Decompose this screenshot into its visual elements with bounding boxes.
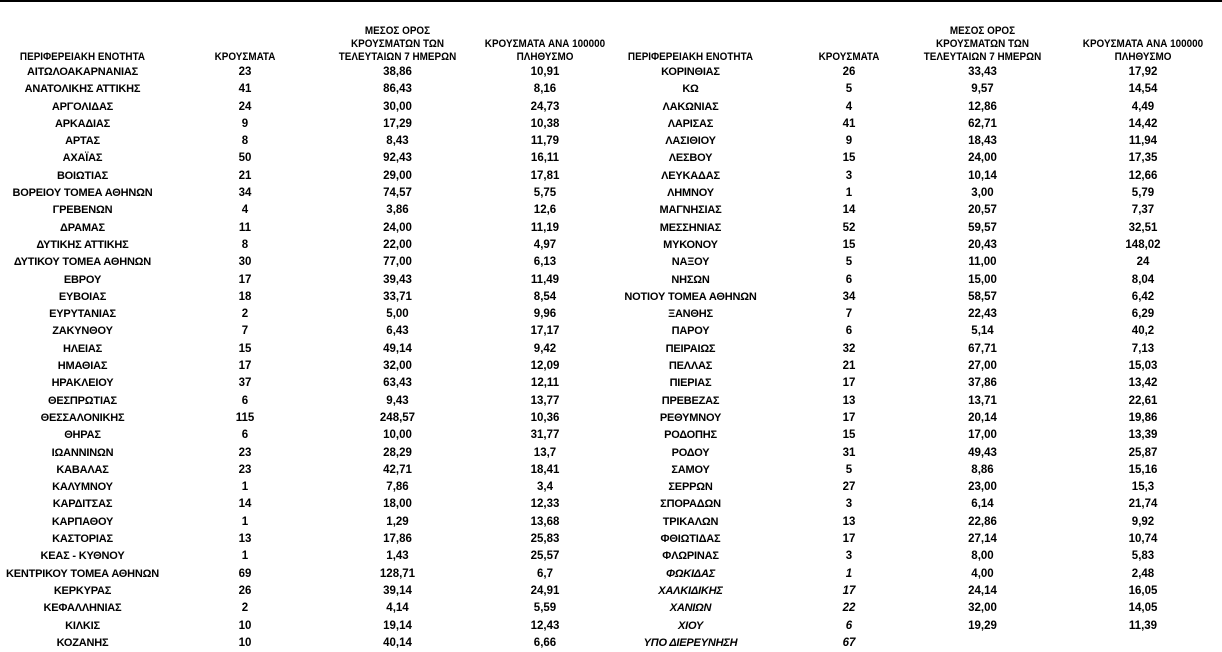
avg7-cell: 18,43: [968, 135, 997, 148]
cases-cell: 34: [238, 187, 252, 200]
cases-cell: 14: [238, 498, 252, 511]
per100k-cell: 15,3: [1131, 481, 1155, 494]
per100k-cell: 7,13: [1131, 342, 1155, 355]
cases-cell: 4: [845, 100, 853, 113]
avg7-cell: 29,00: [383, 169, 412, 182]
cases-cell: 18: [238, 290, 252, 303]
avg7-cell: 67,71: [968, 342, 997, 355]
region-cell: ΕΒΡΟΥ: [63, 273, 102, 286]
per100k-cell: 11,94: [1128, 135, 1158, 148]
avg7-cell: 49,43: [968, 446, 997, 459]
cases-cell: 26: [238, 584, 252, 597]
per100k-cell: 24: [1136, 256, 1150, 269]
per100k-cell: 25,87: [1128, 446, 1158, 459]
avg7-cell: 17,00: [968, 429, 997, 442]
avg7-cell: 248,57: [379, 411, 416, 424]
region-cell: ΛΑΚΩΝΙΑΣ: [662, 100, 719, 113]
per100k-cell: 14,42: [1128, 117, 1158, 130]
region-cell: ΧΙΟΥ: [677, 619, 704, 632]
cases-cell: 67: [842, 636, 856, 649]
cases-cell: 17: [238, 360, 252, 373]
region-cell: ΡΟΔΟΠΗΣ: [664, 429, 717, 442]
avg7-cell: 13,71: [968, 394, 997, 407]
cases-cell: 9: [845, 135, 853, 148]
cases-cell: 5: [845, 83, 853, 96]
region-cell: ΓΡΕΒΕΝΩΝ: [52, 204, 113, 217]
avg7-cell: 11,00: [968, 256, 997, 269]
avg7-cell: 28,29: [383, 446, 412, 459]
region-cell: ΚΟΖΑΝΗΣ: [56, 636, 109, 649]
per100k-cell: 17,92: [1128, 66, 1158, 78]
region-cell: ΗΜΑΘΙΑΣ: [57, 360, 108, 373]
region-cell: ΜΑΓΝΗΣΙΑΣ: [659, 204, 722, 217]
region-cell: ΖΑΚΥΝΘΟΥ: [52, 325, 113, 338]
cases-cell: 17: [238, 273, 252, 286]
region-cell: ΡΟΔΟΥ: [671, 446, 710, 459]
cases-cell: 21: [238, 169, 252, 182]
per100k-cell: [1063, 635, 1222, 652]
per100k-cell: 17,17: [530, 325, 560, 338]
per100k-cell: 6,13: [533, 256, 557, 269]
region-cell: ΒΟΙΩΤΙΑΣ: [56, 169, 109, 182]
region-cell: ΑΡΤΑΣ: [65, 135, 100, 148]
per100k-cell: 13,39: [1128, 429, 1158, 442]
per100k-cell: 10,36: [530, 411, 560, 424]
per100k-cell: 25,57: [530, 550, 560, 563]
region-cell: ΑΝΑΤΟΛΙΚΗΣ ΑΤΤΙΚΗΣ: [24, 83, 141, 96]
region-cell: ΑΙΤΩΛΟΑΚΑΡΝΑΝΙΑΣ: [26, 66, 139, 78]
region-cell: ΦΘΙΩΤΙΔΑΣ: [660, 533, 721, 546]
region-cell: ΚΑΒΑΛΑΣ: [56, 463, 109, 476]
cases-cell: 6: [241, 429, 249, 442]
avg7-cell: 1,29: [386, 515, 409, 528]
per100k-cell: 5,79: [1131, 187, 1155, 200]
avg7-cell: 30,00: [383, 100, 412, 113]
avg7-cell: 32,00: [383, 360, 412, 373]
region-cell: ΗΡΑΚΛΕΙΟΥ: [51, 377, 114, 390]
region-cell: ΠΕΛΛΑΣ: [668, 360, 713, 373]
cases-cell: 6: [845, 273, 853, 286]
cases-cell: 17: [842, 377, 856, 390]
cases-cell: 17: [842, 584, 856, 597]
avg7-cell: 24,00: [383, 221, 412, 234]
cases-cell: 4: [241, 204, 249, 217]
region-cell: ΠΕΙΡΑΙΩΣ: [665, 342, 716, 355]
region-cell: ΝΗΣΩΝ: [671, 273, 710, 286]
avg7-cell: 58,57: [968, 290, 997, 303]
cases-cell: 41: [238, 83, 252, 96]
region-cell: ΚΑΣΤΟΡΙΑΣ: [52, 533, 113, 546]
region-cell: ΚΑΡΠΑΘΟΥ: [51, 515, 114, 528]
avg7-cell: 32,00: [968, 602, 997, 615]
avg7-cell: 10,00: [383, 429, 412, 442]
region-cell: ΣΑΜΟΥ: [671, 463, 710, 476]
cases-cell: 11: [238, 221, 252, 234]
per100k-cell: 15,03: [1128, 360, 1158, 373]
avg7-cell: 63,43: [383, 377, 412, 390]
region-cell: ΚΕΝΤΡΙΚΟΥ ΤΟΜΕΑ ΑΘΗΝΩΝ: [5, 567, 160, 580]
cases-cell: 10: [238, 619, 252, 632]
avg7-cell: 8,43: [386, 135, 409, 148]
region-cell: ΥΠΟ ΔΙΕΡΕΥΝΗΣΗ: [643, 636, 738, 649]
cases-cell: 24: [238, 100, 252, 113]
cases-cell: 8: [241, 238, 249, 251]
avg7-cell: 18,00: [383, 498, 412, 511]
header-cases: ΚΡΟΥΣΜΑΤΑ: [818, 51, 880, 63]
region-cell: ΝΟΤΙΟΥ ΤΟΜΕΑ ΑΘΗΝΩΝ: [624, 290, 757, 303]
avg7-cell: 22,00: [383, 238, 412, 251]
region-cell: ΜΕΣΣΗΝΙΑΣ: [659, 221, 722, 234]
avg7-cell: 19,29: [968, 619, 997, 632]
avg7-cell: 37,86: [968, 377, 997, 390]
avg7-cell: 17,86: [383, 533, 412, 546]
cases-cell: 8: [241, 135, 249, 148]
avg7-cell: 24,00: [968, 152, 997, 165]
per100k-cell: 13,68: [530, 515, 560, 528]
header-avg7: ΜΕΣΟΣ ΟΡΟΣ ΚΡΟΥΣΜΑΤΩΝ ΤΩΝ ΤΕΛΕΥΤΑΙΩΝ 7 ΗΜΕΡΩΝ: [338, 25, 457, 63]
per100k-cell: 8,54: [533, 290, 557, 303]
region-cell: ΛΑΣΙΘΙΟΥ: [665, 135, 716, 148]
cases-cell: 34: [842, 290, 856, 303]
cases-cell: 1: [845, 567, 853, 580]
per100k-cell: 5,59: [533, 602, 557, 615]
cases-cell: 115: [235, 411, 255, 424]
per100k-cell: 21,74: [1128, 498, 1158, 511]
per100k-cell: 14,54: [1128, 83, 1158, 96]
cases-cell: 13: [238, 533, 252, 546]
cases-cell: 15: [238, 342, 252, 355]
per100k-cell: 9,96: [533, 308, 557, 321]
region-cell: ΣΕΡΡΩΝ: [668, 481, 713, 494]
cases-cell: 2: [241, 602, 249, 615]
region-cell: ΒΟΡΕΙΟΥ ΤΟΜΕΑ ΑΘΗΝΩΝ: [12, 187, 153, 200]
region-cell: ΚΕΡΚΥΡΑΣ: [53, 584, 112, 597]
per100k-cell: 7,37: [1131, 204, 1155, 217]
avg7-cell: 92,43: [383, 152, 412, 165]
avg7-cell: 19,14: [383, 619, 412, 632]
per100k-cell: 11,79: [530, 135, 560, 148]
header-region: ΠΕΡΙΦΕΡΕΙΑΚΗ ΕΝΟΤΗΤΑ: [627, 51, 754, 63]
region-cell: ΘΗΡΑΣ: [64, 429, 101, 442]
per100k-cell: 11,39: [1128, 619, 1158, 632]
per100k-cell: 4,49: [1131, 100, 1155, 113]
per100k-cell: 18,41: [530, 463, 560, 476]
avg7-cell: 5,00: [386, 308, 409, 321]
region-cell: ΑΡΓΟΛΙΔΑΣ: [51, 100, 114, 113]
avg7-cell: 6,43: [386, 325, 409, 338]
cases-cell: 69: [238, 567, 252, 580]
per100k-cell: 9,42: [533, 342, 557, 355]
avg7-cell: 86,43: [383, 83, 412, 96]
avg7-cell: 4,00: [971, 567, 994, 580]
per100k-cell: 6,42: [1131, 290, 1155, 303]
per100k-cell: 17,81: [530, 169, 560, 182]
cases-cell: 23: [238, 66, 252, 78]
avg7-cell: 62,71: [968, 117, 997, 130]
per100k-cell: 14,05: [1128, 602, 1158, 615]
region-cell: ΤΡΙΚΑΛΩΝ: [662, 515, 719, 528]
cases-cell: 10: [238, 636, 252, 649]
region-cell: ΘΕΣΣΑΛΟΝΙΚΗΣ: [40, 411, 125, 424]
region-cell: ΕΥΒΟΙΑΣ: [58, 290, 107, 303]
avg7-cell: 22,86: [968, 515, 997, 528]
region-cell: ΙΩΑΝΝΙΝΩΝ: [51, 446, 114, 459]
region-cell: ΔΥΤΙΚΟΥ ΤΟΜΕΑ ΑΘΗΝΩΝ: [13, 256, 152, 269]
avg7-cell: 6,14: [971, 498, 994, 511]
per100k-cell: 12,43: [530, 619, 560, 632]
per100k-cell: 10,38: [530, 117, 560, 130]
avg7-cell: 33,71: [383, 290, 412, 303]
cases-cell: 26: [842, 66, 856, 78]
per100k-cell: 13,77: [530, 394, 560, 407]
region-cell: ΗΛΕΙΑΣ: [62, 342, 103, 355]
cases-cell: 5: [845, 256, 853, 269]
avg7-cell: 3,86: [386, 204, 409, 217]
cases-cell: 15: [842, 429, 856, 442]
avg7-cell: 40,14: [383, 636, 412, 649]
avg7-cell: 128,71: [379, 567, 416, 580]
header-region: ΠΕΡΙΦΕΡΕΙΑΚΗ ΕΝΟΤΗΤΑ: [19, 51, 146, 63]
avg7-cell: 24,14: [968, 584, 997, 597]
per100k-cell: 32,51: [1128, 221, 1158, 234]
cases-cell: 23: [238, 446, 252, 459]
per100k-cell: 6,66: [533, 636, 557, 649]
region-cell: ΛΕΥΚΑΔΑΣ: [661, 169, 720, 182]
avg7-cell: 20,57: [968, 204, 997, 217]
region-cell: ΔΡΑΜΑΣ: [60, 221, 105, 234]
per100k-cell: 19,86: [1128, 411, 1158, 424]
avg7-cell: [915, 635, 1050, 652]
avg7-cell: 38,86: [383, 66, 412, 78]
avg7-cell: 23,00: [968, 481, 997, 494]
region-cell: ΠΙΕΡΙΑΣ: [669, 377, 712, 390]
per100k-cell: 13,7: [533, 446, 557, 459]
per100k-cell: 10,74: [1128, 533, 1158, 546]
cases-cell: 17: [842, 411, 856, 424]
header-per100k: ΚΡΟΥΣΜΑΤΑ ΑΝΑ 100000 ΠΛΗΘΥΣΜΟ: [484, 38, 606, 63]
region-cell: ΧΑΛΚΙΔΙΚΗΣ: [658, 584, 723, 597]
region-cell: ΚΑΡΔΙΤΣΑΣ: [52, 498, 113, 511]
cases-cell: 17: [842, 533, 856, 546]
avg7-cell: 22,43: [968, 308, 997, 321]
cases-cell: 14: [842, 204, 856, 217]
avg7-cell: 33,43: [968, 66, 997, 78]
region-cell: ΡΕΘΥΜΝΟΥ: [659, 411, 722, 424]
per100k-cell: 31,77: [530, 429, 560, 442]
region-cell: ΚΕΑΣ - ΚΥΘΝΟΥ: [40, 550, 125, 563]
cases-cell: 27: [842, 481, 856, 494]
per100k-cell: 12,33: [530, 498, 560, 511]
avg7-cell: 7,86: [386, 481, 409, 494]
avg7-cell: 1,43: [386, 550, 409, 563]
top-border: [0, 0, 1222, 2]
region-cell: ΚΙΛΚΙΣ: [65, 619, 100, 632]
avg7-cell: 3,00: [971, 187, 994, 200]
avg7-cell: 39,14: [383, 584, 412, 597]
region-cell: ΚΕΦΑΛΛΗΝΙΑΣ: [43, 602, 122, 615]
avg7-cell: 12,86: [968, 100, 997, 113]
region-cell: ΛΑΡΙΣΑΣ: [667, 117, 714, 130]
cases-cell: 1: [241, 481, 249, 494]
per100k-cell: 40,2: [1131, 325, 1155, 338]
cases-cell: 13: [842, 394, 856, 407]
per100k-cell: 8,16: [533, 83, 557, 96]
per100k-cell: 24,91: [530, 584, 560, 597]
per100k-cell: 25,83: [530, 533, 560, 546]
per100k-cell: 10,91: [530, 66, 560, 78]
per100k-cell: 3,4: [537, 481, 553, 494]
per100k-cell: 16,05: [1128, 584, 1158, 597]
cases-cell: 22: [842, 602, 856, 615]
per100k-cell: 5,75: [533, 187, 557, 200]
per100k-cell: 9,92: [1131, 515, 1155, 528]
cases-cell: 1: [241, 515, 249, 528]
region-cell: ΦΛΩΡΙΝΑΣ: [662, 550, 719, 563]
avg7-cell: 5,14: [971, 325, 994, 338]
cases-cell: 9: [241, 117, 249, 130]
avg7-cell: 49,14: [383, 342, 412, 355]
region-cell: ΣΠΟΡΑΔΩΝ: [660, 498, 721, 511]
region-cell: ΚΟΡΙΝΘΙΑΣ: [661, 66, 720, 78]
region-cell: ΑΧΑΪΑΣ: [62, 152, 103, 165]
region-cell: ΦΩΚΙΔΑΣ: [665, 567, 716, 580]
cases-cell: 3: [845, 550, 853, 563]
header-cases: ΚΡΟΥΣΜΑΤΑ: [214, 51, 276, 63]
per100k-cell: 12,6: [533, 204, 557, 217]
per100k-cell: 12,11: [530, 377, 560, 390]
avg7-cell: 20,43: [968, 238, 997, 251]
region-cell: ΛΗΜΝΟΥ: [667, 187, 714, 200]
cases-cell: 50: [238, 152, 252, 165]
cases-cell: 6: [241, 394, 249, 407]
cases-cell: 37: [238, 377, 252, 390]
avg7-cell: 20,14: [968, 411, 997, 424]
cases-cell: 7: [845, 308, 853, 321]
cases-cell: 13: [842, 515, 856, 528]
avg7-cell: 77,00: [383, 256, 412, 269]
cases-cell: 32: [842, 342, 856, 355]
per100k-cell: 4,97: [533, 238, 557, 251]
avg7-cell: 10,14: [968, 169, 997, 182]
header-avg7: ΜΕΣΟΣ ΟΡΟΣ ΚΡΟΥΣΜΑΤΩΝ ΤΩΝ ΤΕΛΕΥΤΑΙΩΝ 7 ΗΜΕΡΩΝ: [923, 25, 1042, 63]
avg7-cell: 4,14: [386, 602, 409, 615]
per100k-cell: 8,04: [1131, 273, 1155, 286]
avg7-cell: 9,43: [386, 394, 409, 407]
avg7-cell: 17,29: [383, 117, 412, 130]
region-cell: ΘΕΣΠΡΩΤΙΑΣ: [48, 394, 117, 407]
region-cell: ΞΑΝΘΗΣ: [668, 308, 713, 321]
per100k-cell: 6,29: [1131, 308, 1155, 321]
cases-cell: 2: [241, 308, 249, 321]
per100k-cell: 2,48: [1131, 567, 1155, 580]
cases-cell: 23: [238, 463, 252, 476]
per100k-cell: 148,02: [1125, 238, 1161, 251]
avg7-cell: 27,14: [968, 533, 997, 546]
cases-cell: 15: [842, 152, 856, 165]
cases-cell: 52: [842, 221, 856, 234]
avg7-cell: 9,57: [971, 83, 994, 96]
cases-cell: 21: [842, 360, 856, 373]
region-cell: ΝΑΞΟΥ: [671, 256, 710, 269]
cases-cell: 31: [842, 446, 856, 459]
cases-cell: 6: [845, 325, 853, 338]
region-cell: ΧΑΝΙΩΝ: [669, 602, 712, 615]
region-cell: ΕΥΡΥΤΑΝΙΑΣ: [49, 308, 116, 321]
region-cell: ΚΑΛΥΜΝΟΥ: [52, 481, 113, 494]
avg7-cell: 74,57: [383, 187, 412, 200]
header-per100k: ΚΡΟΥΣΜΑΤΑ ΑΝΑ 100000 ΠΛΗΘΥΣΜΟ: [1082, 38, 1204, 63]
region-cell: ΔΥΤΙΚΗΣ ΑΤΤΙΚΗΣ: [36, 238, 129, 251]
per100k-cell: 6,7: [537, 567, 553, 580]
per100k-cell: 11,19: [530, 221, 560, 234]
per100k-cell: 16,11: [530, 152, 560, 165]
per100k-cell: 15,16: [1128, 463, 1158, 476]
cases-cell: 1: [845, 187, 853, 200]
per100k-cell: 13,42: [1128, 377, 1158, 390]
cases-cell: 41: [842, 117, 856, 130]
avg7-cell: 27,00: [968, 360, 997, 373]
region-cell: ΑΡΚΑΔΙΑΣ: [54, 117, 111, 130]
per100k-cell: 12,09: [530, 360, 560, 373]
per100k-cell: 5,83: [1131, 550, 1155, 563]
avg7-cell: 59,57: [968, 221, 997, 234]
region-cell: ΠΡΕΒΕΖΑΣ: [661, 394, 720, 407]
avg7-cell: 15,00: [968, 273, 997, 286]
avg7-cell: 42,71: [383, 463, 412, 476]
avg7-cell: 39,43: [383, 273, 412, 286]
cases-cell: 6: [845, 619, 853, 632]
avg7-cell: 8,86: [971, 463, 994, 476]
per100k-cell: 22,61: [1128, 394, 1158, 407]
region-cell: ΠΑΡΟΥ: [671, 325, 710, 338]
cases-cell: 1: [241, 550, 249, 563]
region-cell: ΛΕΣΒΟΥ: [668, 152, 713, 165]
cases-cell: 15: [842, 238, 856, 251]
per100k-cell: 12,66: [1128, 169, 1158, 182]
per100k-cell: 11,49: [530, 273, 560, 286]
region-cell: ΜΥΚΟΝΟΥ: [663, 238, 718, 251]
region-cell: ΚΩ: [682, 83, 699, 96]
cases-cell: 3: [845, 169, 853, 182]
cases-cell: 7: [241, 325, 249, 338]
cases-cell: 5: [845, 463, 853, 476]
per100k-cell: 24,73: [530, 100, 560, 113]
cases-cell: 30: [238, 256, 252, 269]
cases-cell: 3: [845, 498, 853, 511]
per100k-cell: 17,35: [1128, 152, 1158, 165]
avg7-cell: 8,00: [971, 550, 994, 563]
